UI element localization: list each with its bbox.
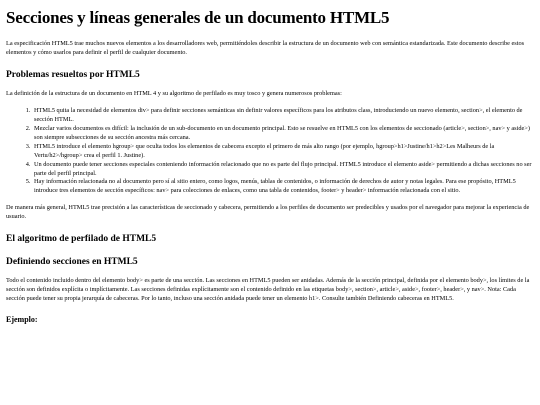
section-heading-problems: Problemas resueltos por HTML5 xyxy=(6,69,140,80)
list-item: 3. HTML5 introduce el elemento hgroup> que oculta todos los elementos de cabecera excepto el primero de más alto rango (por ejemplo, hgroup>h1>Justine/h1>h2>Les Malheurs de la Vertu/h2>/hgroup> crea el perfil 1. Justine). xyxy=(32,143,534,161)
problems-list xyxy=(6,107,534,196)
page-title: Secciones y líneas generales de un documento HTML5 xyxy=(6,8,390,27)
section-heading-algorithm: El algoritmo de perfilado de HTML5 xyxy=(6,234,157,245)
list-item: 5. Hay información relacionada no al documento pero sí al sitio entero, como logos, menús, tablas de contenidos, o información de derechos de autor y notas legales. Para ese propósito, HTML5 introduce tres elementos de sección específicos: nav> para colecciones de enlaces, como una tabla de contenidos, footer> y header> información relacionada con el sitio. xyxy=(32,178,534,196)
list-item: 4. Un documento puede tener secciones especiales conteniendo información relacionado que no es parte del flujo principal. HTML5 introduce el elemento aside> permitiendo a dichas secciones no ser parte del perfil principal. xyxy=(32,161,534,179)
problems-lead-paragraph: La definición de la estructura de un documento en HTML 4 y su algoritmo de perfilado es muy tosco y genera numerosos problemas: xyxy=(6,90,342,97)
list-item: 1. HTML5 quita la necesidad de elementos div> para definir secciones semánticas sin definir valores específicos para los atributos class, introduciendo un nuevo elemento, section>, el elemento de sección HTML. xyxy=(32,107,534,125)
defining-paragraph: Todo el contenido incluido dentro del elemento body> es parte de una sección. Las secciones en HTML5 pueden ser anidadas. Además de la sección principal, definida por el elemento body>, los límites de la sección son definidos explícita o implícitamente. Las secciones definidas explícitamente son el contenido definido en las etiquetas body>, section>, article>, aside>, footer>, header>, y nav>. Nota: Cada sección puede tener su propia jerarquía de cabeceras. Por lo tanto, incluso una sección anidada puede tener un elemento h1>. Consulte también Definiendo cabeceras en HTML5. xyxy=(6,277,530,302)
intro-paragraph: La especificación HTML5 trae muchos nuevos elementos a los desarrolladores web, permitiéndoles describir la estructura de un documento web con semántica estandarizada. Este documento describe estos elementos y cómo usarlos para definir el perfil de cualquier documento. xyxy=(6,39,525,56)
example-heading: Ejemplo: xyxy=(6,314,38,324)
problems-closing-paragraph: De manera más general, HTML5 trae precisión a las características de seccionado y cabecera, permitiendo a los perfiles de documento ser predecibles y usados por el navegador para mejorar la experiencia de usuario. xyxy=(6,204,530,221)
section-heading-defining: Definiendo secciones en HTML5 xyxy=(6,256,138,267)
list-item: 2. Mezclar varios documentos es difícil: la inclusión de un sub-documento en un documento principal. Esto se resuelve en HTML5 con los elementos de seccionado (article>, section>, nav> y aside>) son siempre subsecciones de su sección ancestra más cercana. xyxy=(32,125,534,143)
